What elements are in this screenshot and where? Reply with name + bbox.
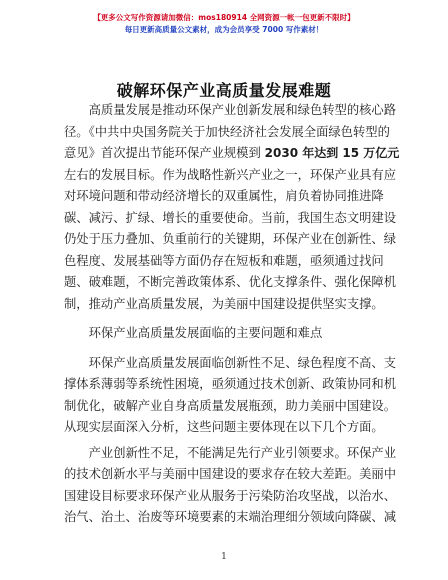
text-line: 制优化，破解产业自身高质量发展瓶颈，助力美丽中国建设。	[64, 398, 397, 413]
text-line: 环保产业高质量发展面临创新性不足、绿色程度不高、支	[88, 355, 397, 370]
paragraph-3	[64, 443, 397, 529]
text-line: 从现实层面深入分析，这些问题主要体现在以下几个方面。	[64, 420, 384, 434]
text-line	[64, 143, 400, 165]
text-line: 产业创新性不足，不能满足先行产业引领要求。环保产业	[88, 445, 397, 460]
text-line: 径。《中共中央国务院关于加快经济社会发展全面绿色转型的	[64, 124, 390, 139]
text-line: 高质量发展是推动环保产业创新发展和绿色转型的核心路	[88, 103, 397, 117]
text-line: 左右的发展目标。作为战略性新兴产业之一，环保产业具有应	[64, 167, 397, 182]
text-line: 碳、减污、扩绿、增长的重要使命。当前，我国生态文明建设	[64, 210, 397, 225]
text-line: 色程度、发展基础等方面仍存在短板和难题，亟须通过找问	[64, 253, 384, 268]
text-line: 治气、治土、治废等环境要素的末端治理细分领域向降碳、减	[64, 510, 397, 524]
promo-banner	[0, 12, 448, 35]
text-fragment: 意见》首次提出节能环保产业规模到	[64, 146, 265, 160]
section-subheading: 环保产业高质量发展面临的主要问题和难点	[88, 326, 323, 340]
page-number: 1	[221, 552, 227, 562]
promo-line-1: 【更多公文写作资源请加微信：mos180914 全网资源一帐一包更新不限时】	[93, 13, 355, 22]
text-line: 题、破难题，不断完善政策体系、优化支撑条件、强化保障机	[64, 275, 397, 289]
paragraph-2	[64, 353, 397, 439]
target-figure: 2030 年达到 15 万亿元	[264, 146, 400, 160]
promo-line-2: 每日更新高质量公文素材，成为会员享受 7000 写作素材！	[124, 25, 324, 34]
text-line: 对环境问题和带动经济增长的双重属性，肩负着协同推进降	[64, 189, 384, 203]
document-title: 破解环保产业高质量发展难题	[116, 81, 332, 100]
document-body	[64, 100, 400, 529]
text-line: 制，推动产业高质量发展，为美丽中国建设提供坚实支撑。	[64, 296, 384, 311]
text-line: 的技术创新水平与美丽中国建设的要求存在较大差距。美丽中	[64, 467, 397, 481]
text-line: 仍处于压力叠加、负重前行的关键期，环保产业在创新性、绿	[64, 232, 397, 246]
text-line: 国建设目标要求环保产业从服务于污染防治攻坚战，以治水、	[64, 488, 397, 503]
text-line: 撑体系薄弱等系统性困境，亟须通过技术创新、政策协同和机	[64, 377, 397, 391]
paragraph-1	[64, 100, 400, 315]
